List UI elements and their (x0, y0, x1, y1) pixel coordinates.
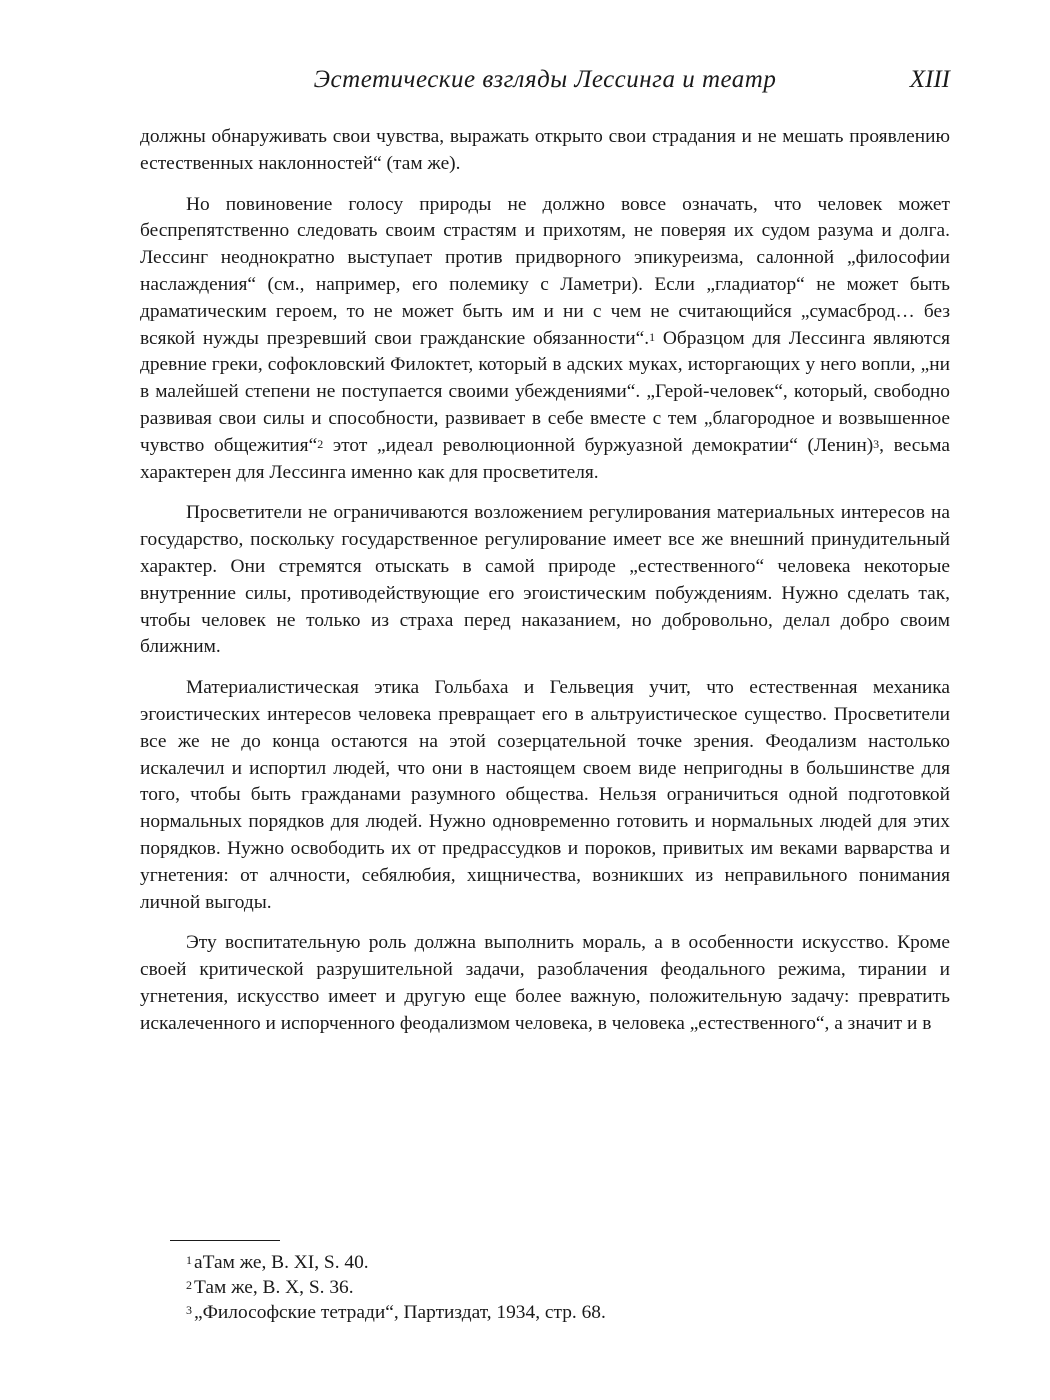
paragraph-text: , весьма характерен для Лессинга именно как для просветителя. (140, 434, 950, 483)
footnote-ref[interactable]: 2 (317, 436, 324, 451)
page-header (140, 66, 950, 100)
paragraph (140, 930, 950, 1037)
footnote (186, 1250, 886, 1275)
paragraph-text: Но повиновение голосу природы не должно вовсе означать, что человек может беспрепятственно следовать своим страстям и прихотям, не поверяя их судом разума и долга. Лессинг неоднократно выступает против придворного эпикуреизма, салонной „философии наслаждения“ (см., например, его полемику с Ламетри). Если „гладиатор“ не может быть драматическим героем, то не может быть им и ни с чем не считающийся „сумасброд… без всякой нужды презревший свои гражданские обязанности“. (140, 193, 950, 349)
paragraph-text: должны обнаруживать свои чувства, выражать открыто свои страдания и не мешать проявлению естественных наклонностей“ (там же). (140, 126, 950, 174)
paragraph-text: Материалистическая этика Гольбаха и Гельвеция учит, что естественная механика эгоистических интересов человека превращает его в альтруистическое существо. Просветители все же не до конца остаются на этой созерцательной точке зрения. Феодализм настолько искалечил и испортил людей, что они в настоящем своем виде непригодны в большинстве для того, чтобы быть гражданами разумного общества. Нельзя ограничиться одной подготовкой нормальных порядков для людей. Нужно одновременно готовить и нормальных людей для этих порядков. Нужно освободить их от предрассудков и пороков, привитых им веками варварства и угнетения: от алчности, себялюбия, хищничества, возникших из неправильного понимания личной выгоды. (140, 677, 950, 913)
footnote-text: аТам же, B. XI, S. 40. (194, 1252, 369, 1273)
footnote-ref[interactable]: 3 (873, 436, 880, 451)
footnote-mark: 3 (186, 1303, 192, 1317)
paragraph (140, 192, 950, 487)
paragraph-continued (140, 124, 950, 178)
paragraph-text: Образцом для Лессинга являются древние греки, софокловский Филоктет, который в адских муках, исторгающих у него вопли, „ни в малейшей степени не поступается своими убеждениями“. „Герой-человек“, который, свободно развивая свои силы и способности, развивает в себе вместе с тем „благородное и возвышенное чувство общежития“ (140, 327, 950, 456)
paragraph (140, 500, 950, 661)
footnote-mark: 2 (186, 1278, 192, 1292)
footnote-text: Там же, B. X, S. 36. (194, 1277, 354, 1298)
footnote-mark: 1 (186, 1253, 192, 1267)
paragraph-text: Просветители не ограничиваются возложением регулирования материальных интересов на государство, поскольку государственное регулирование имеет все же внешний принудительный характер. Они стремятся отыскать в самой природе „естественного“ человека некоторые внутренние силы, противодействующие его эгоистическим побуждениям. Нужно сделать так, чтобы человек не только из страха перед наказанием, но добровольно, делал добро своим ближним. (140, 502, 950, 658)
running-title: Эстетические взгляды Лессинга и театр (313, 66, 777, 93)
page-number: XIII (909, 66, 950, 93)
footnote-separator (170, 1240, 280, 1241)
paragraph-text: этот „идеал революционной буржуазной демократии“ (Ленин) (323, 434, 874, 456)
body-text (140, 124, 950, 1052)
footnote (186, 1300, 886, 1325)
footnote (186, 1275, 886, 1300)
footnotes (186, 1250, 886, 1325)
footnote-ref[interactable]: 1 (649, 329, 656, 344)
paragraph-text: Эту воспитательную роль должна выполнить мораль, а в особенности искусство. Кроме своей критической разрушительной задачи, разоблачения феодального режима, тирании и угнетения, искусство имеет и другую еще более важную, положительную задачу: превратить искалеченного и испорченного феодализмом человека, в человека „естественного“, а значит и в (140, 932, 950, 1034)
footnote-text: „Философские тетради“, Партиздат, 1934, стр. 68. (194, 1302, 606, 1323)
paragraph (140, 675, 950, 916)
